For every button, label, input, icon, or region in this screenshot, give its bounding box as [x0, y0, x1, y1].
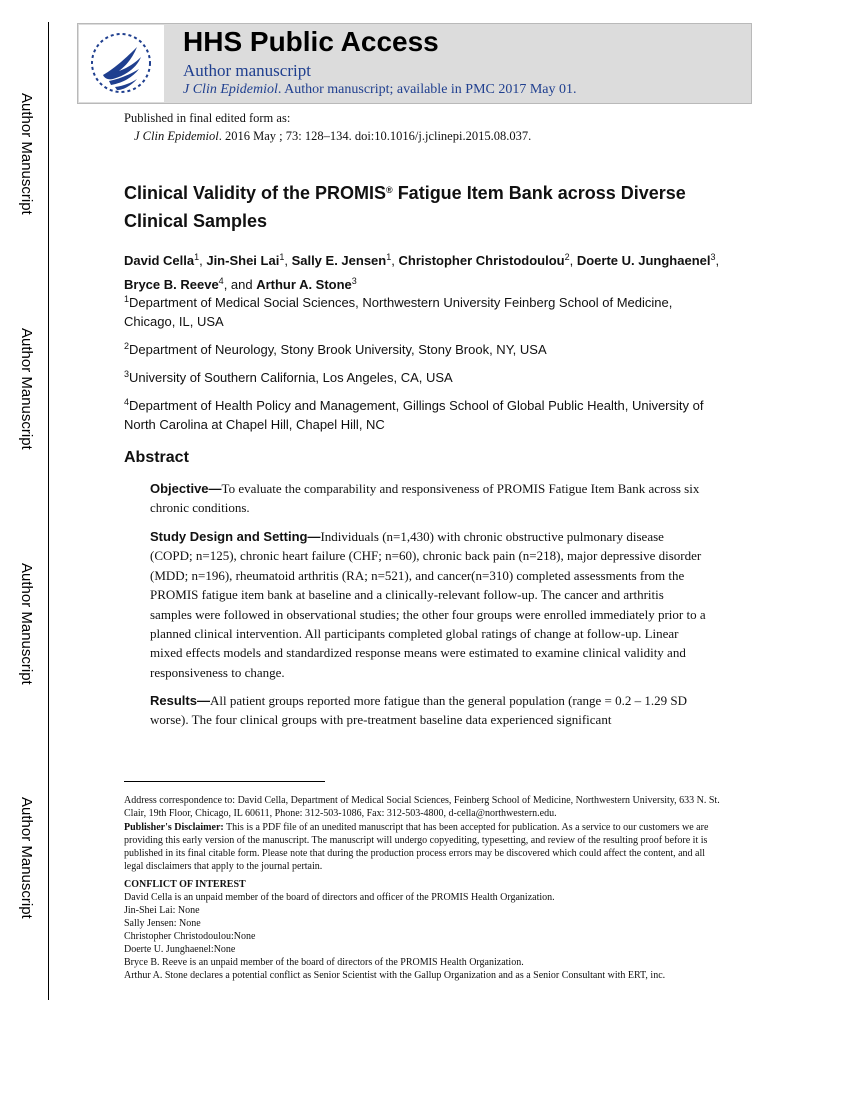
coi-line: Doerte U. Junghaenel:None — [124, 944, 236, 956]
banner-title: HHS Public Access — [183, 26, 439, 57]
publication-journal: J Clin Epidemiol — [134, 129, 219, 143]
coi-line: Sally Jensen: None — [124, 917, 201, 929]
author: Doerte U. Junghaenel — [576, 253, 711, 268]
hhs-logo — [79, 25, 164, 102]
abstract-heading: Abstract — [124, 449, 189, 466]
author: Christopher Christodoulou — [398, 253, 565, 268]
publisher-disclaimer: Publisher's Disclaimer: This is a PDF file of an unedited manuscript that has been accepted for publication. As a service to our customers we are providing this early version of the manuscript. The manuscript will undergo copyediting, typesetting, and review of the resulting proof before it is published in its final citable form. Please note that during the production process errors may be discovered which could affect the content, and all legal disclaimers that apply to the journal pertain. — [124, 822, 709, 873]
abstract-results: Results—All patient groups reported more fatigue than the general population (range = 0.2 – 1.29 SD worse). The four clinical groups with pre-treatment baseline data experienced significant — [150, 693, 687, 728]
footnote-rule — [124, 781, 325, 782]
author: Bryce B. Reeve — [124, 277, 219, 292]
affiliation: $^4$Department of Health Policy and Management, Gillings School of Global Public Health, University of North Carolina at Chapel Hill, Chapel Hill, NC — [124, 397, 704, 432]
hhs-eagle-icon — [79, 25, 164, 102]
banner-journal: J Clin Epidemiol — [183, 82, 278, 97]
coi-heading: CONFLICT OF INTEREST — [124, 878, 246, 890]
coi-line: Jin-Shei Lai: None — [124, 904, 200, 916]
registered-mark: ® — [386, 185, 393, 195]
publication-citation: J Clin Epidemiol. 2016 May ; 73: 128–134. doi:10.1016/j.jclinepi.2015.08.037. — [134, 129, 532, 143]
margin-rule — [48, 22, 49, 1000]
banner-availability: . Author manuscript; available in PMC 2017 May 01. — [277, 82, 577, 97]
footnotes — [124, 794, 724, 982]
author: Jin-Shei Lai — [206, 253, 280, 268]
author: David Cella — [124, 253, 195, 268]
publication-line1: Published in final edited form as: — [124, 111, 291, 125]
abstract-design: Study Design and Setting—Individuals (n=1,430) with chronic obstructive pulmonary disease (COPD; n=125), chronic heart failure (CHF; n=60), chronic back pain (n=218), major depressive disorder (MDD; n=196), rheumatoid arthritis (RA; n=521), and cancer(n=310) completed assessments from the PROMIS fatigue item bank at baseline and a clinically-relevant follow-up. The cancer and arthritis samples were followed in observational studies; the other four groups were enrolled immediately prior to a planned clinical intervention. All participants completed global ratings of change at follow-up. Linear mixed effects models and standardized response means were estimated to examine clinical validity and responsiveness to change. — [150, 529, 706, 680]
author-list: David Cella$^1$, Jin-Shei Lai$^1$, Sally E. Jensen$^1$, Christopher Christodoulou$^2$, Doerte U. Junghaenel$^3$, Bryce B. Reeve$^4$, and Arthur A. Stone$^3$ — [124, 252, 720, 292]
correspondence-note: Address correspondence to: David Cella, Department of Medical Social Sciences, Feinberg School of Medicine, Northwestern University, 633 N. St. Clair, 19th Floor, Chicago, IL 60611, Phone: 312-503-1086, Fax: 312-503-4800, d-cella@northwestern.edu. — [124, 795, 720, 820]
coi-line: Arthur A. Stone declares a potential conflict as Senior Scientist with the Gallup Organization and as a Senior Consultant with ERT, inc. — [124, 970, 666, 982]
affiliation: $^2$Department of Neurology, Stony Brook University, Stony Brook, NY, USA — [124, 341, 547, 357]
coi-line: Christopher Christodoulou:None — [124, 930, 256, 942]
affiliation: $^1$Department of Medical Social Sciences, Northwestern University Feinberg School of Medicine, Chicago, IL, USA — [124, 294, 673, 329]
abstract-objective: Objective—To evaluate the comparability and responsiveness of PROMIS Fatigue Item Bank across six chronic conditions. — [150, 481, 700, 516]
affiliation: $^3$University of Southern California, Los Angeles, CA, USA — [124, 369, 453, 385]
author: Arthur A. Stone — [256, 277, 352, 292]
paper-title: Clinical Validity of the PROMIS® Fatigue Item Bank across Diverse Clinical Samples — [124, 183, 686, 231]
banner-citation — [183, 82, 577, 98]
author: Sally E. Jensen — [291, 253, 387, 268]
banner-subtitle: Author manuscript — [183, 61, 311, 80]
hhs-banner — [77, 23, 752, 104]
coi-line: Bryce B. Reeve is an unpaid member of the board of directors of the PROMIS Health Organization. — [124, 957, 524, 969]
publication-note — [124, 109, 531, 145]
coi-line: David Cella is an unpaid member of the board of directors and officer of the PROMIS Health Organization. — [124, 891, 555, 903]
